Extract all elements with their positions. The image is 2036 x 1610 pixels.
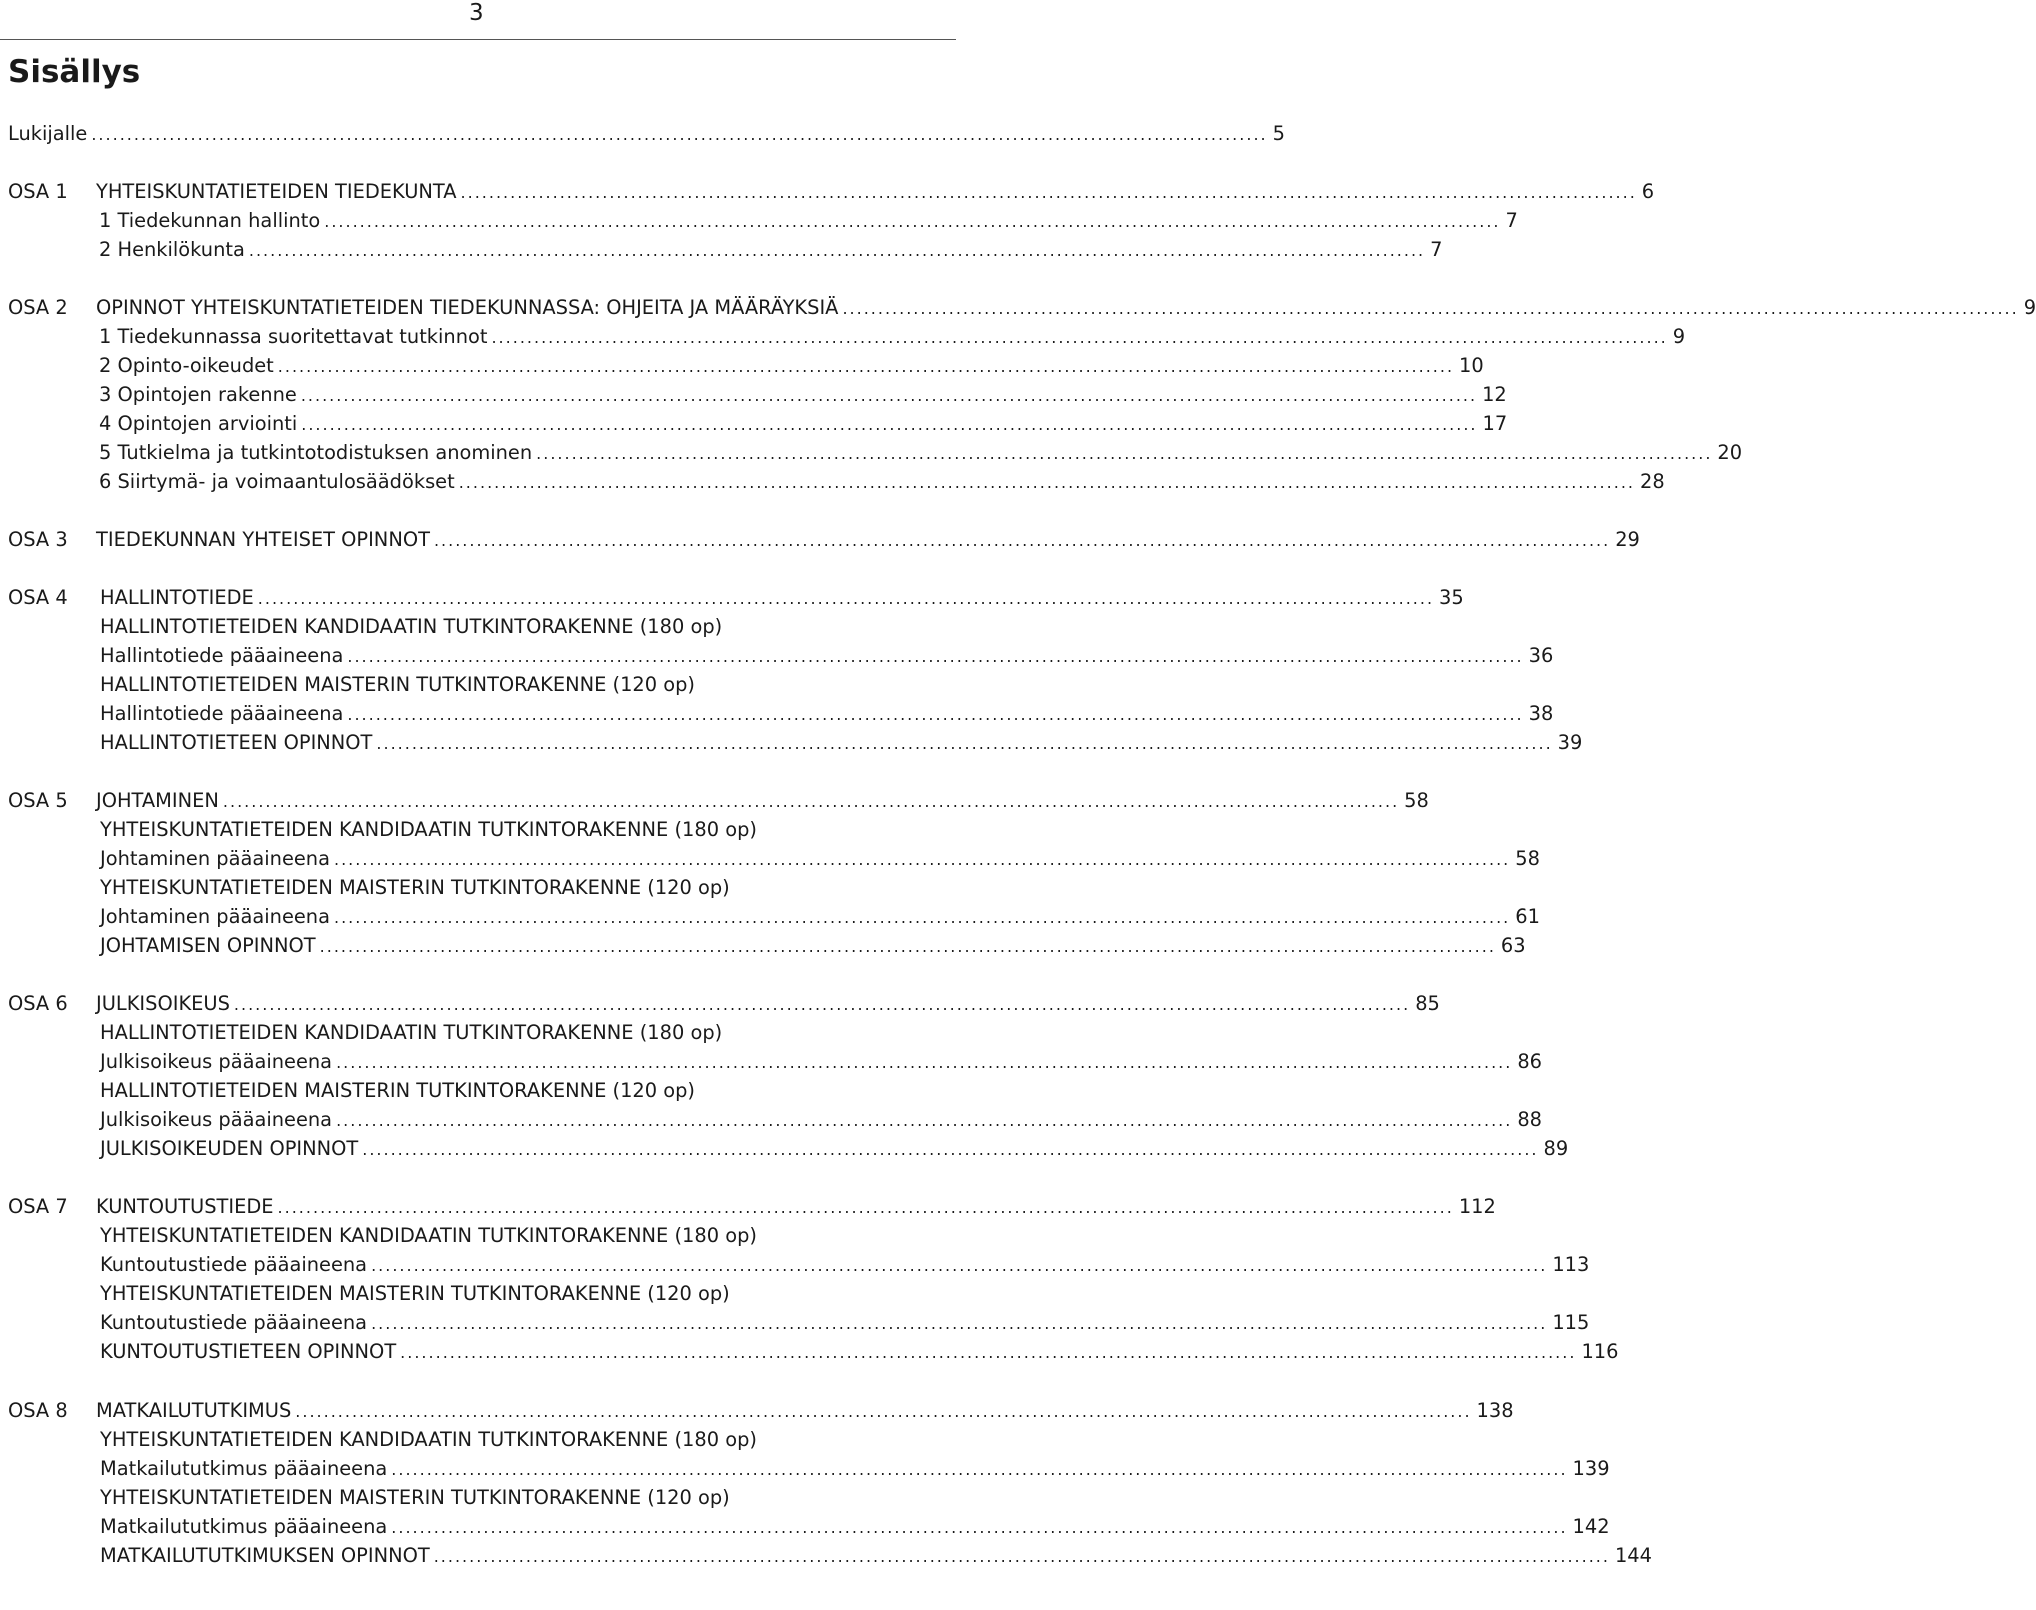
toc-entry-label: KUNTOUTUSTIETEEN OPINNOT [100, 1340, 397, 1363]
page-title: Sisällys [8, 54, 141, 90]
toc-row [0, 845, 1540, 873]
toc-row [0, 294, 2036, 322]
toc-entry-label: JULKISOIKEUDEN OPINNOT [100, 1137, 359, 1160]
toc-page-number: 9 [2023, 296, 2036, 319]
toc-entry-link[interactable] [100, 932, 1526, 961]
dot-leader: ...................................................................................................................................................................... [222, 792, 1400, 811]
toc-row [0, 1426, 960, 1454]
toc-row [0, 381, 1507, 409]
toc-entry-label: 1 Tiedekunnan hallinto [99, 209, 321, 232]
toc-row [0, 1309, 1590, 1337]
toc-entry-link[interactable] [100, 1106, 1543, 1135]
toc-row [0, 787, 1429, 815]
dot-leader: ...................................................................................................................................................................... [460, 183, 1637, 202]
toc-section-heading: HALLINTOTIETEIDEN KANDIDAATIN TUTKINTORAKENNE (180 op) [100, 615, 723, 638]
toc-row [0, 526, 1640, 554]
toc-section-heading: YHTEISKUNTATIETEIDEN KANDIDAATIN TUTKINTORAKENNE (180 op) [100, 1428, 757, 1451]
toc-page-number: 58 [1515, 847, 1540, 870]
toc-section-heading: YHTEISKUNTATIETEIDEN MAISTERIN TUTKINTORAKENNE (120 op) [100, 876, 730, 899]
toc-page-number: 115 [1552, 1311, 1590, 1334]
toc-entry-label: YHTEISKUNTATIETEIDEN TIEDEKUNTA [96, 180, 457, 203]
toc-entry-link[interactable] [100, 1135, 1569, 1164]
dot-leader: ...................................................................................................................................................................... [433, 531, 1611, 550]
toc-entry-link[interactable] [100, 1542, 1652, 1571]
toc-entry-label: Johtaminen pääaineena [100, 905, 330, 928]
toc-row [0, 1484, 960, 1512]
toc-entry-label: JOHTAMINEN [96, 789, 219, 812]
toc-page-number: 88 [1517, 1108, 1543, 1131]
dot-leader: ...................................................................................................................................................................... [300, 386, 1478, 405]
toc-row [0, 1251, 1590, 1279]
toc-page-number: 12 [1482, 383, 1507, 406]
dot-leader: ...................................................................................................................................................................... [371, 1314, 1548, 1333]
toc-row [0, 1280, 960, 1308]
toc-section-heading: HALLINTOTIETEIDEN MAISTERIN TUTKINTORAKENNE (120 op) [100, 1079, 695, 1102]
toc-entry-label: 3 Opintojen rakenne [99, 383, 297, 406]
toc-row [0, 700, 1554, 728]
page-number: 3 [469, 0, 484, 26]
toc-entry-link[interactable] [96, 1397, 1514, 1426]
toc-row [0, 1455, 1610, 1483]
toc-part-number: OSA 5 [8, 789, 68, 812]
toc-page-number: 86 [1517, 1050, 1543, 1073]
toc-row [0, 439, 1743, 467]
dot-leader: ...................................................................................................................................................................... [91, 125, 1268, 144]
toc-row [0, 613, 960, 641]
toc-entry-link[interactable] [100, 1309, 1590, 1338]
toc-row [0, 236, 1443, 264]
toc-entry-label: Kuntoutustiede pääaineena [100, 1311, 368, 1334]
toc-entry-link[interactable] [100, 1251, 1590, 1280]
toc-page-number: 85 [1415, 992, 1440, 1015]
toc-section-heading: YHTEISKUNTATIETEIDEN KANDIDAATIN TUTKINTORAKENNE (180 op) [100, 818, 757, 841]
toc-entry-link[interactable] [96, 178, 1655, 207]
dot-leader: ...................................................................................................................................................................... [257, 589, 1435, 608]
toc-section-heading: YHTEISKUNTATIETEIDEN MAISTERIN TUTKINTORAKENNE (120 op) [100, 1486, 730, 1509]
toc-part-number: OSA 1 [8, 180, 68, 203]
toc-entry-link[interactable] [100, 1048, 1543, 1077]
toc-page-number: 39 [1557, 731, 1583, 754]
toc-page-number: 28 [1639, 470, 1665, 493]
toc-page-number: 61 [1515, 905, 1540, 928]
toc-page-number: 10 [1459, 354, 1484, 377]
toc-entry-link[interactable] [99, 468, 1665, 497]
toc-entry-link[interactable] [96, 294, 2036, 323]
toc-entry-label: 6 Siirtymä- ja voimaantulosäädökset [99, 470, 455, 493]
dot-leader: ...................................................................................................................................................................... [324, 212, 1501, 231]
toc-entry-label: Julkisoikeus pääaineena [100, 1108, 333, 1131]
toc-entry-link[interactable] [100, 1455, 1610, 1484]
dot-leader: ...................................................................................................................................................................... [347, 647, 1524, 666]
toc-page-number: 113 [1552, 1253, 1590, 1276]
toc-entry-label: Hallintotiede pääaineena [100, 702, 344, 725]
toc-entry-link[interactable] [100, 700, 1554, 729]
dot-leader: ...................................................................................................................................................................... [842, 299, 2019, 318]
dot-leader: ...................................................................................................................................................................... [233, 995, 1411, 1014]
dot-leader: ...................................................................................................................................................................... [277, 357, 1455, 376]
toc-row [0, 352, 1484, 380]
toc-entry-label: HALLINTOTIETEEN OPINNOT [100, 731, 373, 754]
toc-entry-link[interactable] [100, 1338, 1619, 1367]
toc-row [0, 1106, 1543, 1134]
toc-row [0, 468, 1665, 496]
toc-entry-link[interactable] [99, 381, 1507, 410]
toc-entry-label: MATKAILUTUTKIMUS [96, 1399, 292, 1422]
toc-page-number: 89 [1543, 1137, 1569, 1160]
toc-entry-label: 2 Henkilökunta [99, 238, 245, 261]
toc-entry-label: Matkailututkimus pääaineena [100, 1515, 388, 1538]
toc-page-number: 7 [1505, 209, 1518, 232]
toc-row [0, 178, 1655, 206]
toc-row [0, 1135, 1569, 1163]
toc-entry-link[interactable] [100, 1513, 1610, 1542]
dot-leader: ...................................................................................................................................................................... [248, 241, 1426, 260]
toc-row [0, 323, 1686, 351]
toc-page-number: 144 [1614, 1544, 1652, 1567]
toc-page-number: 38 [1528, 702, 1554, 725]
dot-leader: ...................................................................................................................................................................... [333, 850, 1511, 869]
dot-leader: ...................................................................................................................................................................... [376, 734, 1553, 753]
dot-leader: ...................................................................................................................................................................... [536, 444, 1713, 463]
toc-entry-link[interactable] [99, 410, 1508, 439]
toc-page-number: 139 [1572, 1457, 1610, 1480]
toc-page-number: 17 [1482, 412, 1508, 435]
toc-entry-label: Kuntoutustiede pääaineena [100, 1253, 368, 1276]
toc-row [0, 1222, 960, 1250]
toc-page-number: 63 [1500, 934, 1526, 957]
toc-page-number: 6 [1641, 180, 1655, 203]
toc-entry-label: Lukijalle [8, 122, 88, 145]
toc-entry-label: HALLINTOTIEDE [100, 586, 254, 609]
toc-part-number: OSA 2 [8, 296, 68, 319]
toc-part-number: OSA 7 [8, 1195, 68, 1218]
toc-entry-label: TIEDEKUNNAN YHTEISET OPINNOT [96, 528, 430, 551]
toc-entry-link[interactable] [99, 352, 1484, 381]
toc-row [0, 990, 1440, 1018]
toc-section-heading: YHTEISKUNTATIETEIDEN KANDIDAATIN TUTKINTORAKENNE (180 op) [100, 1224, 757, 1247]
toc-row [0, 1077, 960, 1105]
toc-entry-link[interactable] [99, 207, 1518, 236]
dot-leader: ...................................................................................................................................................................... [391, 1460, 1568, 1479]
toc-row [0, 1542, 1652, 1570]
dot-leader: ...................................................................................................................................................................... [301, 415, 1478, 434]
header-rule [0, 39, 956, 40]
toc-entry-link[interactable] [100, 642, 1554, 671]
toc-entry-label: JULKISOIKEUS [96, 992, 230, 1015]
toc-entry-label: 5 Tutkielma ja tutkintotodistuksen anominen [99, 441, 533, 464]
toc-page-number: 138 [1476, 1399, 1514, 1422]
toc-row [0, 207, 1518, 235]
dot-leader: ...................................................................................................................................................................... [333, 908, 1511, 927]
toc-entry-link[interactable] [8, 120, 1285, 149]
toc-entry-link[interactable] [99, 236, 1443, 265]
toc-entry-label: MATKAILUTUTKIMUKSEN OPINNOT [100, 1544, 430, 1567]
toc-entry-link[interactable] [99, 439, 1743, 468]
toc-entry-label: OPINNOT YHTEISKUNTATIETEIDEN TIEDEKUNNASSA: OHJEITA JA MÄÄRÄYKSIÄ [96, 296, 839, 319]
toc-entry-link[interactable] [100, 845, 1540, 874]
dot-leader: ...................................................................................................................................................................... [336, 1111, 1513, 1130]
toc-row [0, 932, 1526, 960]
toc-entry-link[interactable] [100, 729, 1583, 758]
dot-leader: ...................................................................................................................................................................... [362, 1140, 1539, 1159]
toc-entry-label: KUNTOUTUSTIEDE [96, 1195, 274, 1218]
dot-leader: ...................................................................................................................................................................... [347, 705, 1524, 724]
toc-row [0, 671, 960, 699]
toc-entry-link[interactable] [96, 526, 1640, 555]
toc-entry-label: Matkailututkimus pääaineena [100, 1457, 388, 1480]
toc-entry-label: Julkisoikeus pääaineena [100, 1050, 333, 1073]
toc-row [0, 120, 1285, 148]
toc-entry-link[interactable] [99, 323, 1686, 352]
toc-page-number: 35 [1439, 586, 1464, 609]
toc-part-number: OSA 8 [8, 1399, 68, 1422]
dot-leader: ...................................................................................................................................................................... [400, 1343, 1577, 1362]
toc-row [0, 816, 960, 844]
dot-leader: ...................................................................................................................................................................... [491, 328, 1668, 347]
toc-page-number: 142 [1572, 1515, 1610, 1538]
toc-entry-label: 4 Opintojen arviointi [99, 412, 298, 435]
toc-entry-link[interactable] [96, 1193, 1496, 1222]
toc-row [0, 1513, 1610, 1541]
toc-page-number: 20 [1717, 441, 1743, 464]
toc-page-number: 36 [1528, 644, 1554, 667]
toc-row [0, 642, 1554, 670]
toc-row [0, 1019, 960, 1047]
toc-page-number: 7 [1430, 238, 1443, 261]
dot-leader: ...................................................................................................................................................................... [433, 1547, 1610, 1566]
dot-leader: ...................................................................................................................................................................... [371, 1256, 1548, 1275]
toc-row [0, 874, 960, 902]
toc-row [0, 1397, 1514, 1425]
toc-page-number: 112 [1458, 1195, 1496, 1218]
toc-page-number: 29 [1615, 528, 1640, 551]
dot-leader: ...................................................................................................................................................................... [336, 1053, 1513, 1072]
dot-leader: ...................................................................................................................................................................... [277, 1198, 1454, 1217]
toc-entry-link[interactable] [100, 903, 1540, 932]
toc-part-number: OSA 3 [8, 528, 68, 551]
toc-row [0, 903, 1540, 931]
dot-leader: ...................................................................................................................................................................... [391, 1518, 1568, 1537]
toc-section-heading: YHTEISKUNTATIETEIDEN MAISTERIN TUTKINTORAKENNE (120 op) [100, 1282, 730, 1305]
toc-entry-link[interactable] [100, 584, 1464, 613]
toc-part-number: OSA 6 [8, 992, 68, 1015]
toc-row [0, 1193, 1496, 1221]
toc-row [0, 1338, 1619, 1366]
toc-entry-label: 2 Opinto-oikeudet [99, 354, 274, 377]
toc-row [0, 1048, 1543, 1076]
toc-entry-link[interactable] [96, 990, 1440, 1019]
toc-row [0, 584, 1464, 612]
toc-section-heading: HALLINTOTIETEIDEN MAISTERIN TUTKINTORAKENNE (120 op) [100, 673, 695, 696]
toc-page-number: 116 [1581, 1340, 1619, 1363]
toc-row [0, 410, 1508, 438]
toc-entry-label: Hallintotiede pääaineena [100, 644, 344, 667]
toc-entry-link[interactable] [96, 787, 1429, 816]
toc-entry-label: Johtaminen pääaineena [100, 847, 330, 870]
toc-page-number: 58 [1404, 789, 1429, 812]
toc-section-heading: HALLINTOTIETEIDEN KANDIDAATIN TUTKINTORAKENNE (180 op) [100, 1021, 723, 1044]
toc-page-number: 9 [1672, 325, 1686, 348]
dot-leader: ...................................................................................................................................................................... [295, 1402, 1472, 1421]
toc-entry-label: 1 Tiedekunnassa suoritettavat tutkinnot [99, 325, 488, 348]
toc-row [0, 729, 1583, 757]
toc-part-number: OSA 4 [8, 586, 68, 609]
dot-leader: ...................................................................................................................................................................... [458, 473, 1635, 492]
dot-leader: ...................................................................................................................................................................... [319, 937, 1496, 956]
toc-page-number: 5 [1272, 122, 1285, 145]
toc-entry-label: JOHTAMISEN OPINNOT [100, 934, 316, 957]
